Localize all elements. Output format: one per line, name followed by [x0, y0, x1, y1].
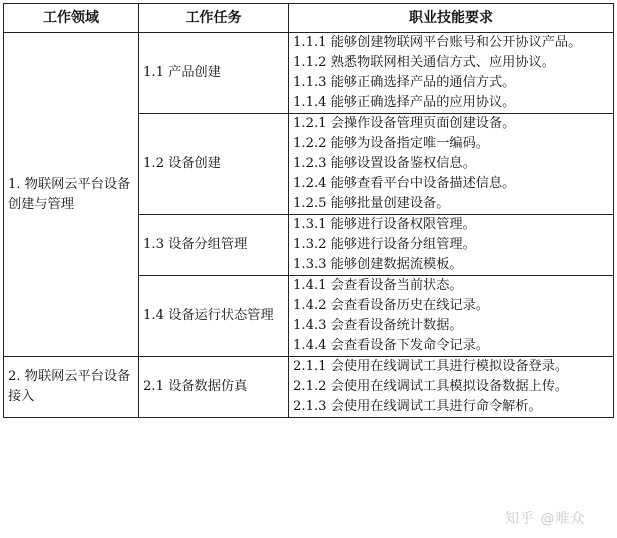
requirement-item: 1.4.2 会查看设备历史在线记录。	[293, 298, 489, 313]
requirement-item: 1.2.1 会操作设备管理页面创建设备。	[293, 116, 516, 131]
work-area-cell: 1. 物联网云平台设备创建与管理	[4, 33, 139, 357]
requirement-item: 1.2.4 能够查看平台中设备描述信息。	[293, 176, 516, 191]
table-row	[4, 357, 614, 418]
table-header-row	[4, 4, 614, 33]
requirement-item: 1.3.3 能够创建数据流模板。	[293, 257, 463, 272]
requirement-item: 1.4.3 会查看设备统计数据。	[293, 318, 463, 333]
work-task-cell: 1.2 设备创建	[139, 114, 289, 215]
requirement-item: 1.2.3 能够设置设备鉴权信息。	[293, 156, 476, 171]
work-task-cell: 1.4 设备运行状态管理	[139, 276, 289, 357]
watermark: 知乎 @唯众	[505, 511, 586, 527]
header-work-task: 工作任务	[139, 4, 289, 33]
requirement-item: 2.1.3 会使用在线调试工具进行命令解析。	[293, 399, 542, 414]
requirement-item: 1.1.4 能够正确选择产品的应用协议。	[293, 95, 516, 110]
requirements-cell	[289, 114, 614, 215]
work-task-cell: 1.1 产品创建	[139, 33, 289, 114]
requirements-cell	[289, 215, 614, 276]
requirement-item: 2.1.1 会使用在线调试工具进行模拟设备登录。	[293, 359, 569, 374]
requirement-item: 1.1.2 熟悉物联网相关通信方式、应用协议。	[293, 55, 555, 70]
requirement-item: 1.4.4 会查看设备下发命令记录。	[293, 338, 489, 353]
header-work-area: 工作领域	[4, 4, 139, 33]
requirements-cell	[289, 33, 614, 114]
requirement-item: 1.1.1 能够创建物联网平台账号和公开协议产品。	[293, 35, 582, 50]
requirement-item: 1.2.2 能够为设备指定唯一编码。	[293, 136, 489, 151]
requirement-item: 1.2.5 能够批量创建设备。	[293, 196, 450, 211]
requirement-item: 1.3.2 能够进行设备分组管理。	[293, 237, 476, 252]
table-row	[4, 33, 614, 114]
work-task-cell: 1.3 设备分组管理	[139, 215, 289, 276]
requirements-cell	[289, 276, 614, 357]
requirement-item: 2.1.2 会使用在线调试工具模拟设备数据上传。	[293, 379, 569, 394]
work-task-cell: 2.1 设备数据仿真	[139, 357, 289, 418]
requirements-cell	[289, 357, 614, 418]
requirement-item: 1.4.1 会查看设备当前状态。	[293, 278, 463, 293]
skills-table	[3, 3, 614, 418]
requirement-item: 1.1.3 能够正确选择产品的通信方式。	[293, 75, 516, 90]
header-skill-requirements: 职业技能要求	[289, 4, 614, 33]
work-area-cell: 2. 物联网云平台设备接入	[4, 357, 139, 418]
requirement-item: 1.3.1 能够进行设备权限管理。	[293, 217, 476, 232]
